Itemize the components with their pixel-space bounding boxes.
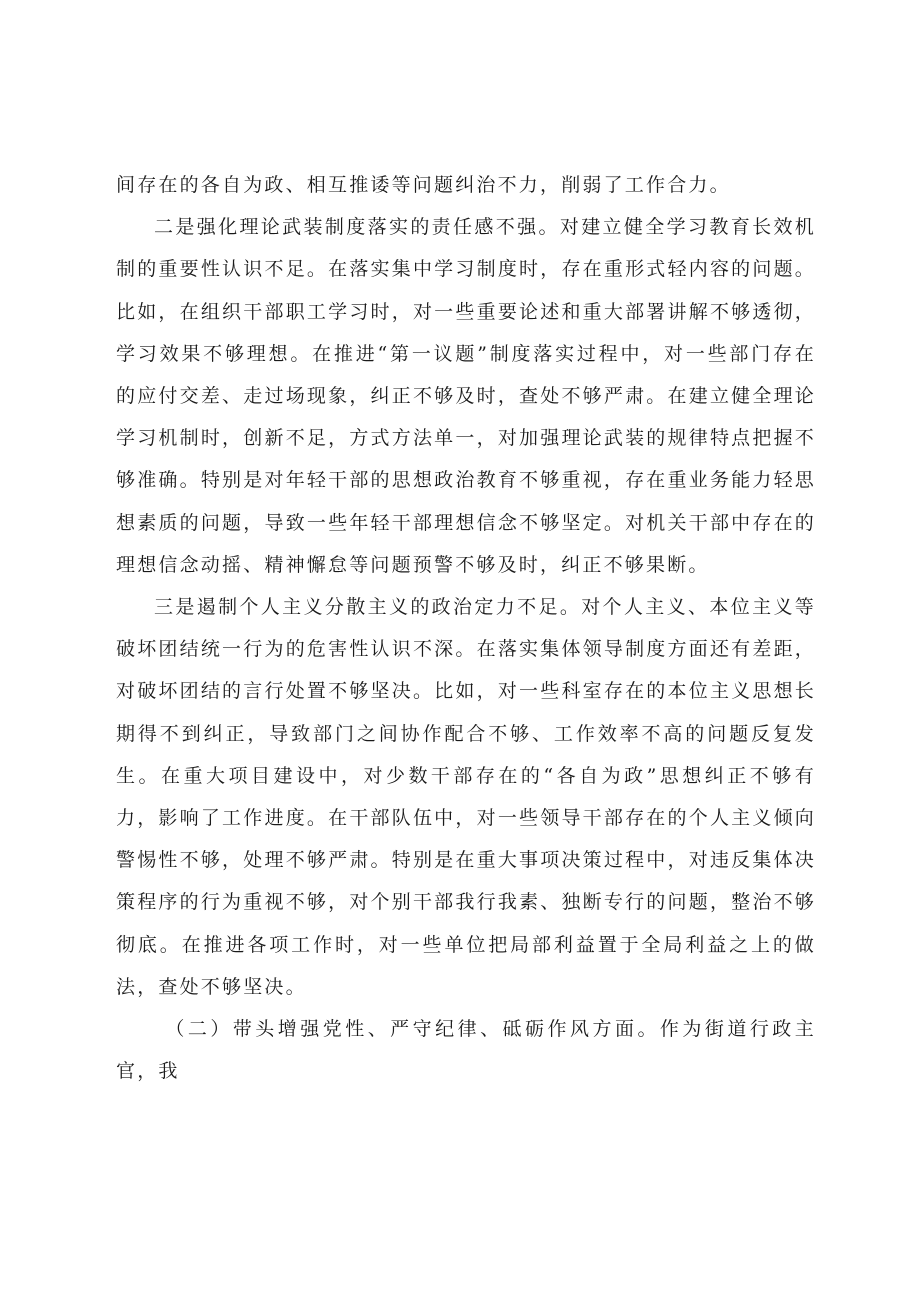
paragraph-theory-study: 二是强化理论武装制度落实的责任感不强。对建立健全学习教育长效机制的重要性认识不足。在落实集中学习制度时，存在重形式轻内容的问题。比如，在组织干部职工学习时，对一些重要论述和重大部署讲解不够透彻，学习效果不够理想。在推进“第一议题”制度落实过程中，对一些部门存在的应付交差、走过场现象，纠正不够及时，查处不够严肃。在建立健全理论学习机制时，创新不足，方式方法单一，对加强理论武装的规律特点把握不够准确。特别是对年轻干部的思想政治教育不够重视，存在重业务能力轻思想素质的问题，导致一些年轻干部理想信念不够坚定。对机关干部中存在的理想信念动摇、精神懈怠等问题预警不够及时，纠正不够果断。 <box>116 216 816 576</box>
document-body <box>116 164 816 1092</box>
paragraph-continuation: 间存在的各自为政、相互推诿等问题纠治不力，削弱了工作合力。 <box>116 174 731 196</box>
section-heading-paragraph: （二）带头增强党性、严守纪律、砥砺作风方面。作为街道行政主官，我 <box>116 1018 816 1083</box>
paragraph-individualism: 三是遏制个人主义分散主义的政治定力不足。对个人主义、本位主义等破坏团结统一行为的危害性认识不深。在落实集体领导制度方面还有差距，对破坏团结的言行处置不够坚决。比如，对一些科室存在的本位主义思想长期得不到纠正，导致部门之间协作配合不够、工作效率不高的问题反复发生。在重大项目建设中，对少数干部存在的“各自为政”思想纠正不够有力，影响了工作进度。在干部队伍中，对一些领导干部存在的个人主义倾向警惕性不够，处理不够严肃。特别是在重大事项决策过程中，对违反集体决策程序的行为重视不够，对个别干部我行我素、独断专行的问题，整治不够彻底。在推进各项工作时，对一些单位把局部利益置于全局利益之上的做法，查处不够坚决。 <box>116 596 816 998</box>
